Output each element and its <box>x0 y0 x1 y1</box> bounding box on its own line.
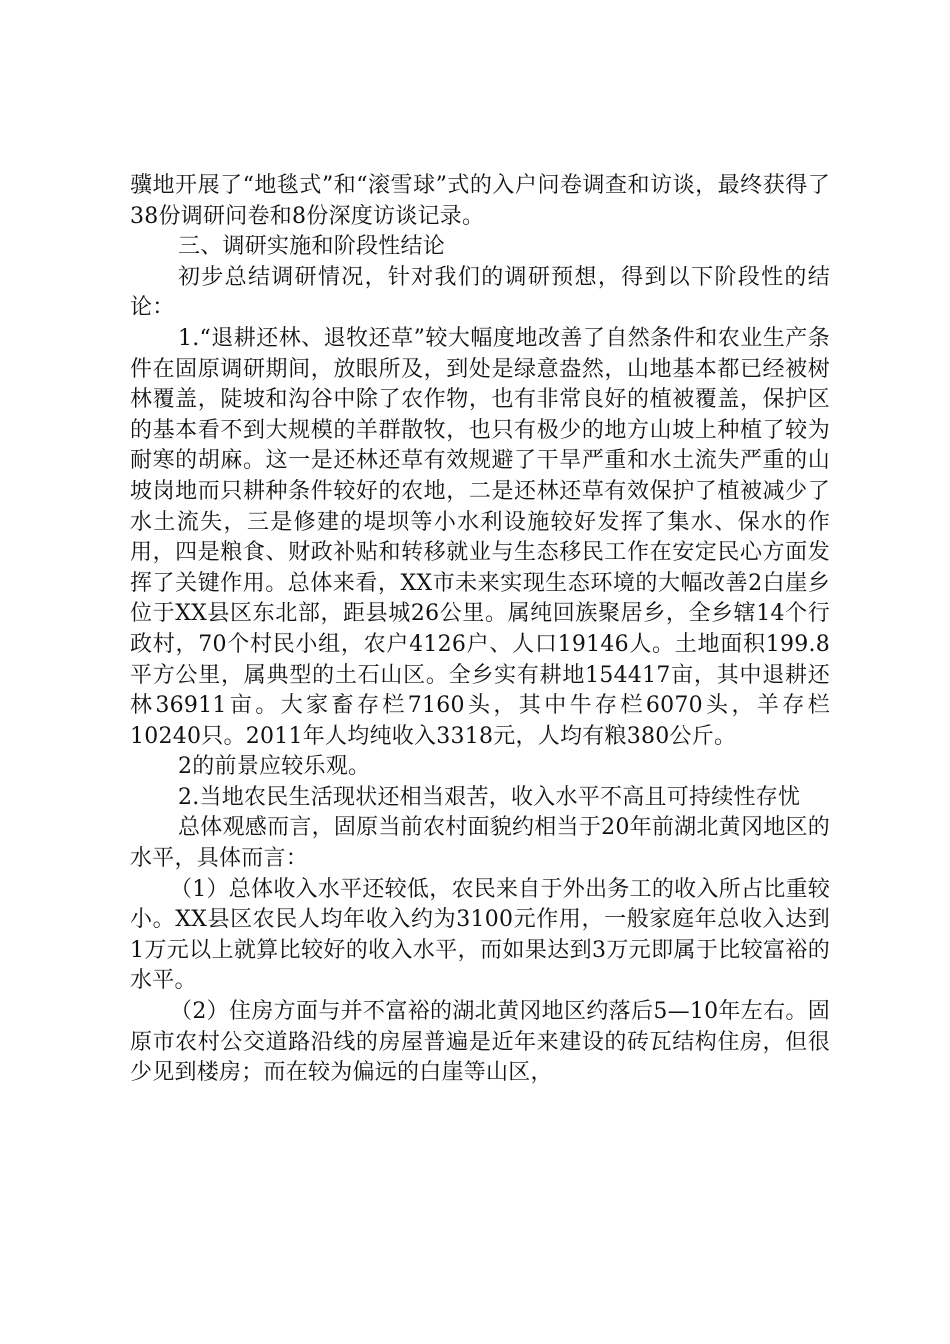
section-heading-implementation: 三、调研实施和阶段性结论 <box>178 234 446 260</box>
paragraph-overall-impression: 总体观感而言，固原当前农村面貌约相当于20年前湖北黄冈地区的水平，具体而言： <box>130 815 830 872</box>
paragraph-conclusion-1: 1.“退耕还林、退牧还草”较大幅度地改善了自然条件和农业生产条件在固原调研期间，放眼所及，到处是绿意盎然，山地基本都已经被树林覆盖，陡坡和沟谷中除了农作物，也有非常良好的植被覆盖，保护区的基本看不到大规模的羊群散牧，也只有极少的地方山坡上种植了较为耐寒的胡麻。这一是还林还草有效规避了干旱严重和水土流失严重的山坡岗地而只耕种条件较好的农地，二是还林还草有效保护了植被减少了水土流失，三是修建的堤坝等小水利设施较好发挥了集水、保水的作用，四是粮食、财政补贴和转移就业与生态移民工作在安定民心方面发挥了关键作用。总体来看，XX市未来实现生态环境的大幅改善2白崖乡位于XX县区东北部，距县城26公里。属纯回族聚居乡，全乡辖14个行政村，70个村民小组，农户4126户、人口19146人。土地面积199.8平方公里，属典型的土石山区。全乡实有耕地154417亩，其中退耕还林36911亩。大家畜存栏7160头，其中牛存栏6070头，羊存栏10240只。2011年人均纯收入3318元，人均有粮380公斤。 <box>130 325 830 749</box>
paragraph-survey-method: 骥地开展了“地毯式”和“滚雪球”式的入户问卷调查和访谈，最终获得了38份调研问卷和8份深度访谈记录。 <box>130 173 830 229</box>
document-body <box>130 171 830 1089</box>
paragraph-income-level: （1）总体收入水平还较低，农民来自于外出务工的收入所占比重较小。XX县区农民人均年收入约为3100元作用，一般家庭年总收入达到1万元以上就算比较好的收入水平，而如果达到3万元即属于比较富裕的水平。 <box>130 876 830 994</box>
paragraph-conclusion-2: 2.当地农民生活现状还相当艰苦，收入水平不高且可持续性存忧 <box>178 784 801 810</box>
paragraph-outlook: 2的前景应较乐观。 <box>178 754 371 780</box>
paragraph-preliminary-summary: 初步总结调研情况，针对我们的调研预想，得到以下阶段性的结论： <box>130 264 830 321</box>
paragraph-housing: （2）住房方面与并不富裕的湖北黄冈地区约落后5—10年左右。固原市农村公交道路沿线的房屋普遍是近年来建设的砖瓦结构住房，但很少见到楼房；而在较为偏远的白崖等山区， <box>130 999 830 1086</box>
